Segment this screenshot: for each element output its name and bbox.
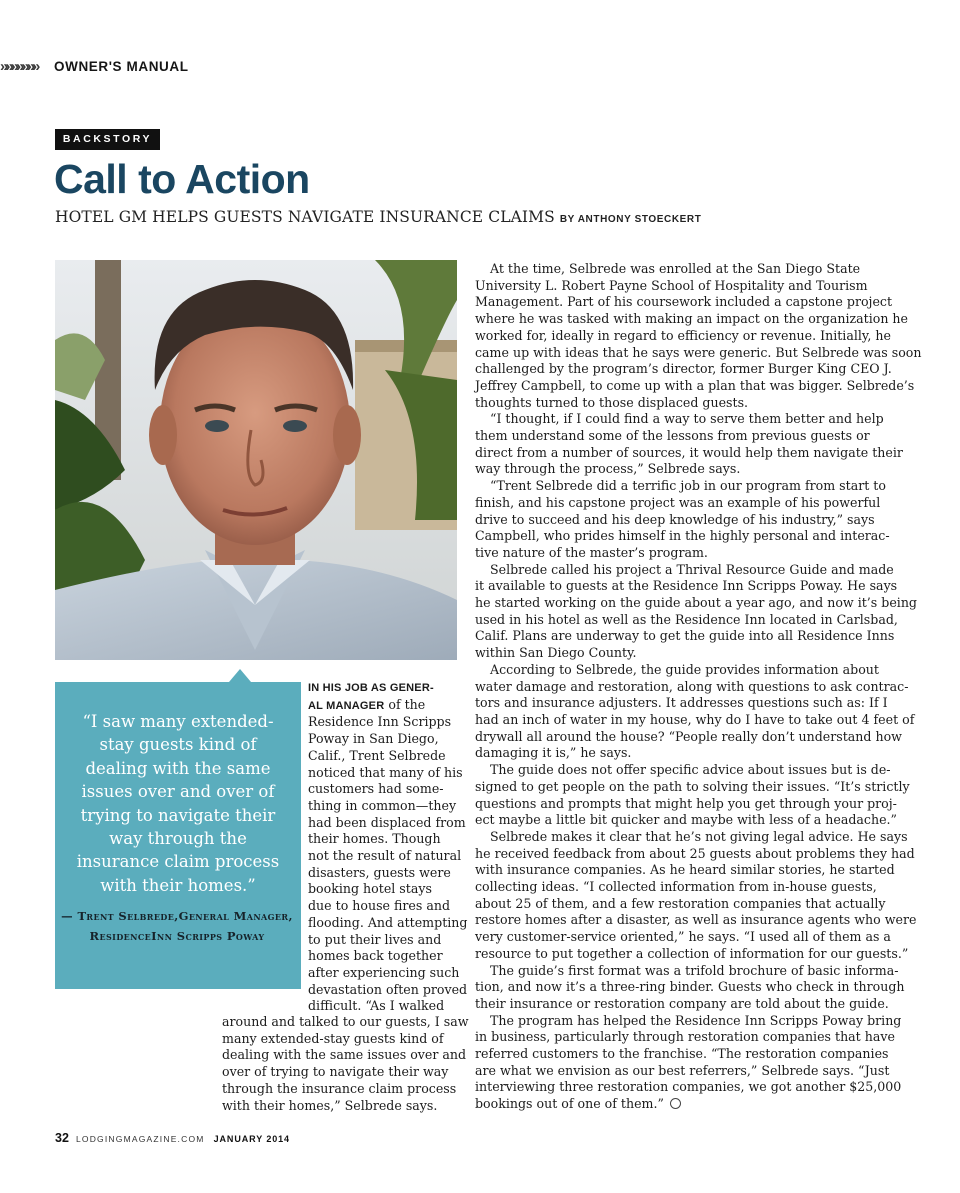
body-line: Selbrede called his project a Thrival Resource Guide and made <box>490 561 894 577</box>
body-line: tive nature of the master’s program. <box>475 544 708 560</box>
body-line: disasters, guests were <box>308 864 451 880</box>
body-line: “I thought, if I could find a way to serve them better and help <box>490 411 884 427</box>
body-line: customers had some- <box>308 781 444 797</box>
body-line: interviewing three restoration companies, we got another $25,000 <box>475 1079 902 1095</box>
body-line: after experiencing such <box>308 964 460 980</box>
footer-date: JANUARY 2014 <box>213 1134 290 1144</box>
body-line: through the insurance claim process <box>222 1080 457 1096</box>
body-line: restore homes after a disaster, as well as insurance agents who were <box>475 912 917 928</box>
body-line: ect maybe a little bit quicker and maybe with less of a headache.” <box>475 812 897 828</box>
body-line: challenged by the program’s director, former Burger King CEO J. <box>475 361 892 377</box>
body-line: According to Selbrede, the guide provides information about <box>490 661 879 677</box>
body-line: worked for, ideally in regard to efficiency or revenue. Initially, he <box>475 327 891 343</box>
body-line: with their homes,” Selbrede says. <box>222 1097 438 1113</box>
body-line: are what we envision as our best referrers,” Selbrede says. “Just <box>475 1062 890 1078</box>
byline: BY ANTHONY STOECKERT <box>559 214 702 225</box>
body-line: thoughts turned to those displaced guests. <box>475 394 749 410</box>
body-line: came up with ideas that he says were generic. But Selbrede was soon <box>475 344 922 360</box>
body-line: water damage and restoration, along with questions to ask contrac- <box>475 678 909 694</box>
body-line: questions and prompts that might help you get through your proj- <box>475 795 897 811</box>
body-line: flooding. And attempting <box>308 914 468 930</box>
end-mark-icon <box>670 1098 681 1109</box>
body-paragraph <box>475 661 915 762</box>
lead-in: IN HIS JOB AS GENER- <box>308 682 434 694</box>
body-line: difficult. “As I walked <box>308 998 445 1014</box>
body-paragraph <box>475 962 905 1013</box>
body-line: resource to put together a collection of information for our guests.” <box>475 945 909 961</box>
pull-quote-text: “I saw many extended-stay guests kind of dealing with the same issues over and over of trying to navigate their way through the insurance claim process with their homes.” <box>76 712 280 895</box>
body-text: of the <box>384 696 426 712</box>
body-paragraph <box>475 411 903 478</box>
body-line: due to house fires and <box>308 898 451 914</box>
body-line: direct from a number of sources, it would help them navigate their <box>475 444 903 460</box>
portrait-photo <box>55 260 457 660</box>
section-label: OWNER'S MANUAL <box>54 59 189 74</box>
body-line: University L. Robert Payne School of Hospitality and Tourism <box>475 277 868 293</box>
body-line: used in his hotel as well as the Residence Inn located in Carlsbad, <box>475 611 898 627</box>
lead-in: AL MANAGER <box>308 699 385 712</box>
body-line: drywall all around the house? “People really don’t understand how <box>475 728 902 744</box>
body-line: within San Diego County. <box>475 645 637 661</box>
kicker-label: BACKSTORY <box>55 129 160 150</box>
body-line: very customer-service oriented,” he says. “I used all of them as a <box>475 929 891 945</box>
body-line: around and talked to our guests, I saw <box>222 1014 469 1029</box>
body-line: with insurance companies. As he heard similar stories, he started <box>475 862 895 878</box>
body-line: Calif. Plans are underway to get the guide into all Residence Inns <box>475 628 895 644</box>
page-number: 32 <box>55 1131 69 1145</box>
body-line: he received feedback from about 25 guests about problems they had <box>475 845 915 861</box>
body-line: Jeffrey Campbell, to come up with a plan that was bigger. Selbrede’s <box>475 377 915 393</box>
body-line: many extended-stay guests kind of <box>222 1030 444 1046</box>
body-line: tors and insurance adjusters. It addresses questions such as: If I <box>475 695 888 711</box>
body-line: Poway in San Diego, <box>308 731 439 747</box>
body-line: he started working on the guide about a year ago, and now it’s being <box>475 595 917 611</box>
body-line: their homes. Though <box>308 831 441 847</box>
body-column-middle <box>308 680 468 1015</box>
body-line: Management. Part of his coursework included a capstone project <box>475 294 893 310</box>
body-line: them understand some of the lessons from previous guests or <box>475 428 870 444</box>
body-line: tion, and now it’s a three-ring binder. Guests who check in through <box>475 979 905 995</box>
body-line: Residence Inn Scripps <box>308 714 452 730</box>
body-line: signed to get people on the path to solving their issues. “It’s strictly <box>475 778 910 794</box>
body-paragraph <box>475 261 922 411</box>
article-subhead <box>55 208 701 226</box>
body-line: had an inch of water in my house, why do I have to take out 4 feet of <box>475 711 915 727</box>
body-line: Selbrede makes it clear that he’s not giving legal advice. He says <box>490 828 908 844</box>
body-line: over of trying to navigate their way <box>222 1064 449 1080</box>
body-paragraph <box>475 561 917 662</box>
body-line: “Trent Selbrede did a terrific job in our program from start to <box>490 478 886 494</box>
footer-site: LODGINGMAGAZINE.COM <box>75 1134 205 1144</box>
body-line: booking hotel stays <box>308 881 432 897</box>
attribution-line: — Trent Selbrede, <box>61 909 179 923</box>
body-line: referred customers to the franchise. “The restoration companies <box>475 1046 889 1062</box>
body-line: drive to succeed and his deep knowledge of his industry,” says <box>475 511 875 527</box>
body-line: devastation often proved <box>308 981 468 997</box>
body-line: Calif., Trent Selbrede <box>308 747 446 763</box>
body-line: in business, particularly through restoration companies that have <box>475 1029 895 1045</box>
body-column-wrap <box>222 1014 469 1114</box>
body-line: way through the process,” Selbrede says. <box>475 461 741 477</box>
pull-quote-attribution <box>60 906 294 946</box>
body-line: noticed that many of his <box>308 764 463 780</box>
body-line: damaging it is,” he says. <box>475 745 632 761</box>
body-line: their insurance or restoration company are told about the guide. <box>475 995 889 1011</box>
body-line: finish, and his capstone project was an example of his powerful <box>475 494 881 510</box>
body-line: about 25 of them, and a few restoration companies that actually <box>475 895 886 911</box>
body-line: collecting ideas. “I collected information from in-house guests, <box>475 879 877 895</box>
body-paragraph <box>475 828 917 963</box>
body-paragraph <box>475 478 890 562</box>
page-footer <box>55 1131 290 1145</box>
chevron-arrows-icon: »»»»»»» <box>0 58 38 75</box>
body-line: At the time, Selbrede was enrolled at the San Diego State <box>490 261 861 276</box>
pull-quote-pointer <box>229 669 251 682</box>
body-line: not the result of natural <box>308 848 462 864</box>
body-column-right <box>475 261 922 1113</box>
body-line: The guide does not offer specific advice about issues but is de- <box>490 762 891 778</box>
body-line: The guide’s first format was a trifold brochure of basic informa- <box>490 962 899 978</box>
body-line <box>308 697 450 715</box>
attribution-line: Inn Scripps Poway <box>151 929 265 943</box>
body-line: Campbell, who prides himself in the highly personal and interac- <box>475 528 890 544</box>
body-paragraph <box>475 762 910 829</box>
body-line: The program has helped the Residence Inn Scripps Poway bring <box>490 1012 902 1028</box>
subhead-text: HOTEL GM HELPS GUESTS NAVIGATE INSURANCE CLAIMS <box>55 208 555 226</box>
article-title: Call to Action <box>54 156 310 202</box>
body-line: homes back together <box>308 948 443 964</box>
body-line: it available to guests at the Residence Inn Scripps Poway. He says <box>475 578 898 594</box>
body-line: bookings out of one of them.” <box>475 1096 887 1113</box>
body-paragraph <box>475 1012 902 1113</box>
body-line: dealing with the same issues over and <box>222 1047 467 1063</box>
body-line: had been displaced from <box>308 814 466 830</box>
body-line: thing in common—they <box>308 797 457 813</box>
body-line: where he was tasked with making an impact on the organization he <box>475 311 908 327</box>
body-line: to put their lives and <box>308 931 442 947</box>
attribution-line: General Manager, Residence <box>89 909 293 943</box>
